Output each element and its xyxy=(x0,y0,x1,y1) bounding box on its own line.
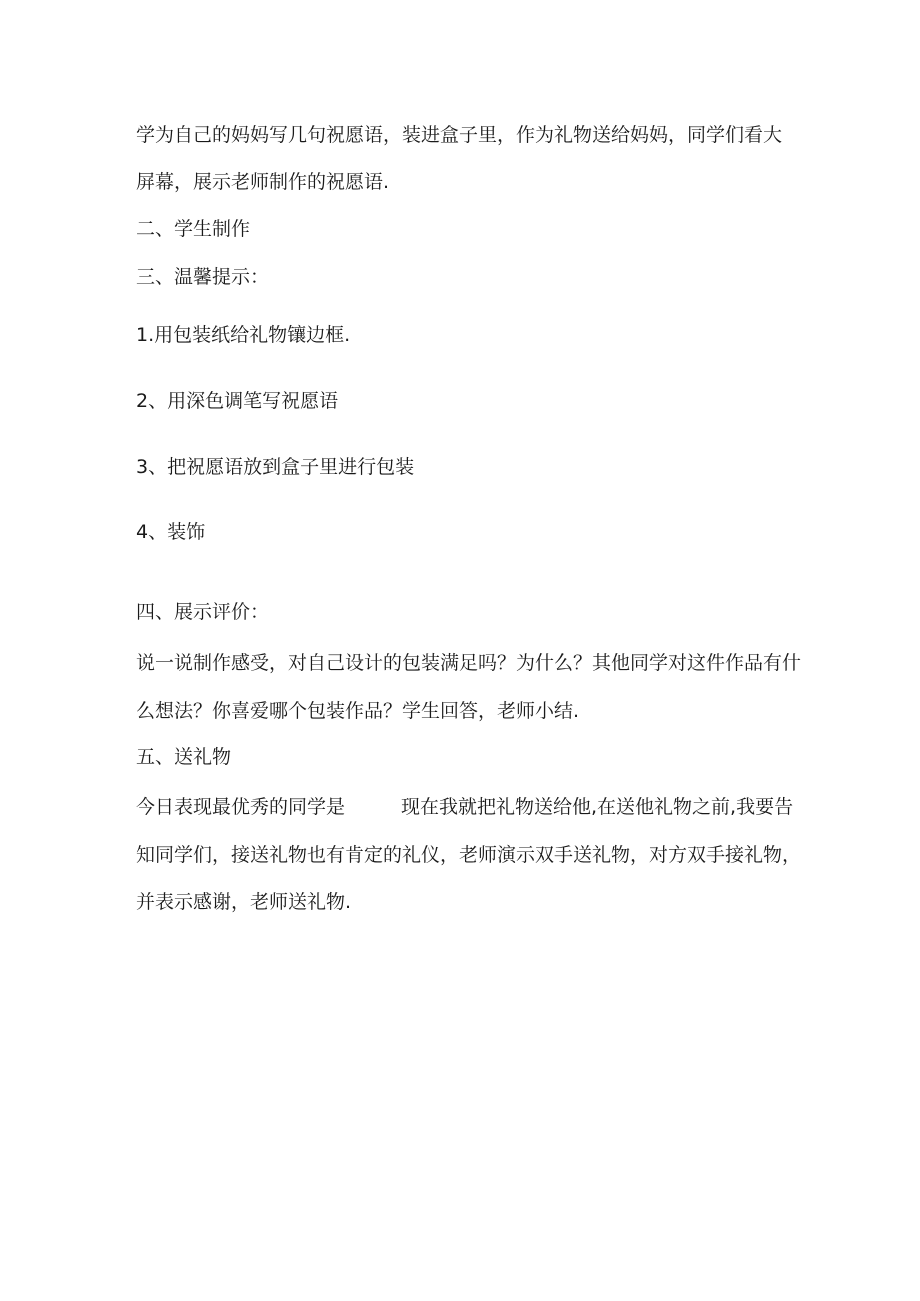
section-heading-tips: 三、温馨提示： xyxy=(136,266,270,288)
section-heading-gift: 五、送礼物 xyxy=(136,746,232,768)
tip-item-4: 4、装饰 xyxy=(136,521,206,543)
evaluation-line-1: 说一说制作感受，对自己设计的包装满足吗？为什么？其他同学对这件作品有什 xyxy=(136,652,802,674)
tip-item-3: 3、把祝愿语放到盒子里进行包装 xyxy=(136,456,415,478)
gift-line-1 xyxy=(136,794,793,820)
gift-line-1-part-1: 今日表现最优秀的同学是 xyxy=(136,796,346,818)
intro-line-2: 屏幕，展示老师制作的祝愿语. xyxy=(136,171,390,193)
evaluation-line-2: 么想法？你喜爱哪个包装作品？学生回答，老师小结. xyxy=(136,700,580,722)
tip-item-2: 2、用深色调笔写祝愿语 xyxy=(136,390,339,412)
section-heading-student-making: 二、学生制作 xyxy=(136,218,251,240)
gift-line-3: 并表示感谢，老师送礼物. xyxy=(136,891,352,913)
gift-line-2: 知同学们，接送礼物也有肯定的礼仪，老师演示双手送礼物，对方双手接礼物， xyxy=(136,844,802,866)
intro-line-1: 学为自己的妈妈写几句祝愿语，装进盒子里，作为礼物送给妈妈，同学们看大 xyxy=(136,124,783,146)
section-heading-evaluation: 四、展示评价： xyxy=(136,601,270,623)
gift-line-1-part-2: 现在我就把礼物送给他,在送他礼物之前,我要告 xyxy=(401,796,794,818)
tip-item-1: 1.用包装纸给礼物镶边框. xyxy=(136,324,351,346)
